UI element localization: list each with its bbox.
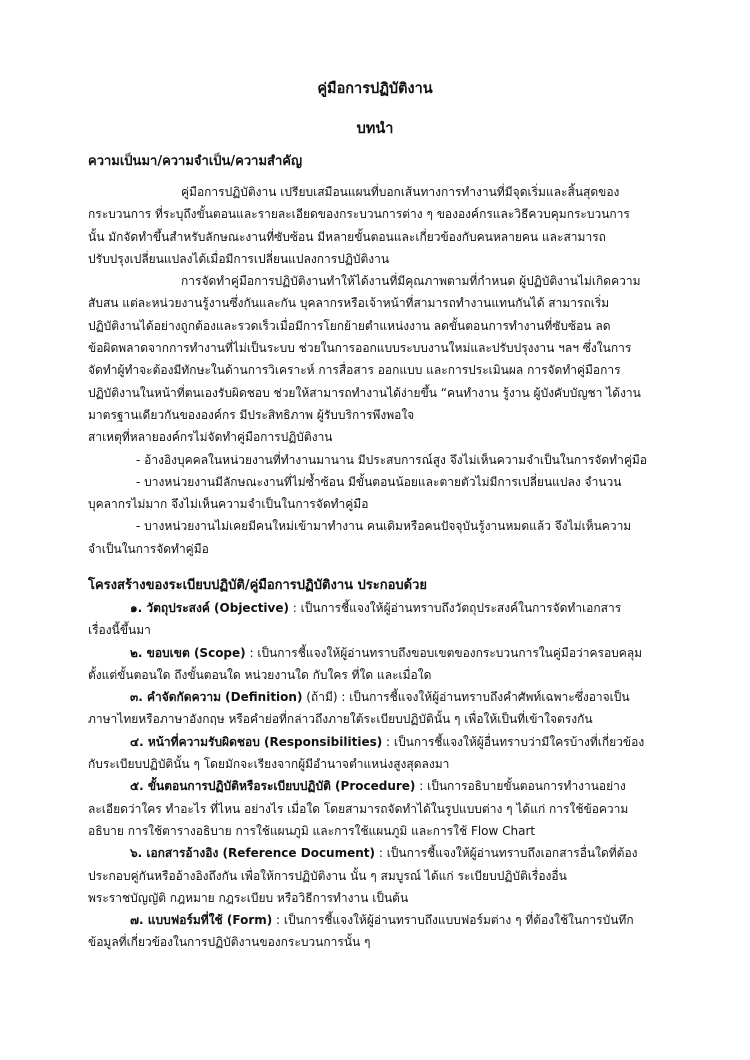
section-heading-structure: โครงสร้างของระเบียบปฏิบัติ/คู่มือการปฏิบัติงาน ประกอบด้วย — [88, 578, 428, 593]
structure-item-reference — [88, 842, 668, 864]
item-text: : เป็นการชี้แจงให้ผู้อ่านทราบถึงวัตถุประสงค์ในการจัดทำเอกสาร — [288, 601, 622, 615]
text-line: ข้อมูลที่เกี่ยวข้องในการปฏิบัติงานของกระบวนการนั้น ๆ — [88, 935, 371, 950]
text-line: ปฏิบัติงานได้อย่างถูกต้องและรวดเร็วเมื่อมีการโยกย้ายตำแหน่งงาน ลดขั้นตอนการทำงานที่ซับซ้อน ลด — [88, 318, 611, 333]
structure-item-objective — [88, 597, 668, 619]
item-label: ๓. คำจัดกัดความ (Definition) — [130, 690, 303, 705]
text-line: ปฏิบัติงานในหน้าที่ตนเองรับผิดชอบ ช่วยให้สามารถทำงานได้ง่ายขึ้น “คนทำงาน รู้งาน ผู้บังคับบัญชา ได้งาน — [88, 385, 641, 400]
reason-item: - บางหน่วยงานมีลักษณะงานที่ไม่ซ้ำซ้อน มีขั้นตอนน้อยและตายตัวไม่มีการเปลี่ยนแปลง จำนวน — [136, 474, 622, 489]
text-line: สับสน แต่ละหน่วยงานรู้งานซึ่งกันและกัน บุคลากรหรือเจ้าหน้าที่สามารถทำงานแทนกันได้ สามารถเริ่ม — [88, 296, 610, 311]
text-line: เรื่องนี้ขึ้นมา — [88, 623, 151, 638]
text-line: จัดทำผู้ทำจะต้องมีทักษะในด้านการวิเคราะห์ การสื่อสาร ออกแบบ และการประเมินผล การจัดทำคู่มือการ — [88, 363, 621, 378]
section-body-background — [88, 181, 668, 560]
document-subtitle: บทนำ — [356, 121, 394, 137]
item-label: ๖. เอกสารอ้างอิง (Reference Document) — [130, 846, 376, 861]
item-text: : เป็นการชี้แจงให้ผู้อ่านทราบถึงเอกสารอื่นใดที่ต้อง — [375, 846, 638, 861]
reason-item-cont: จำเป็นในการจัดทำคู่มือ — [88, 541, 209, 556]
text-line: ตั้งแต่ขั้นตอนใด ถึงขั้นตอนใด หน่วยงานใด กับใคร ที่ใด และเมื่อใด — [88, 667, 432, 682]
item-label: ๒. ขอบเขต (Scope) — [130, 645, 246, 660]
text-line: พระราชบัญญัติ กฎหมาย กฎระเบียบ หรือวิธีการทำงาน เป็นต้น — [88, 890, 409, 905]
section-heading-background: ความเป็นมา/ความจำเป็น/ความสำคัญ — [88, 154, 303, 169]
item-label: ๔. หน้าที่ความรับผิดชอบ (Responsibilities) — [130, 734, 383, 749]
text-line: การจัดทำคู่มือการปฏิบัติงานทำให้ได้งานที่มีคุณภาพตามที่กำหนด ผู้ปฏิบัติงานไม่เกิดความ — [181, 274, 641, 289]
text-line: ประกอบคู่กันหรืออ้างอิงถึงกัน เพื่อให้การปฏิบัติงาน นั้น ๆ สมบูรณ์ ได้แก่ ระเบียบปฏิบัติเรื่องอื่น — [88, 868, 567, 883]
structure-item-responsibilities — [88, 731, 668, 753]
structure-item-scope — [88, 642, 668, 664]
text-line: นั้น มักจัดทำขึ้นสำหรับลักษณะงานที่ซับซ้อน มีหลายขั้นตอนและเกี่ยวข้องกับคนหลายคน และสามารถ — [88, 229, 606, 244]
item-text: : เป็นการชี้แจงให้ผู้อ่านทราบถึงแบบฟอร์มต่าง ๆ ที่ต้องใช้ในการบันทึก — [272, 913, 634, 928]
structure-item-definition — [88, 686, 668, 708]
text-line: ละเอียดว่าใคร ทำอะไร ที่ไหน อย่างไร เมื่อใด โดยสามารถจัดทำได้ในรูปแบบต่าง ๆ ได้แก่ การใช้ข้อความ — [88, 801, 629, 816]
text-line: มาตรฐานเดียวกันขององค์กร มีประสิทธิภาพ ผู้รับบริการพึงพอใจ — [88, 407, 415, 422]
text-line: ภาษาไทยหรือภาษาอังกฤษ หรือคำย่อที่กล่าวถึงภายใต้ระเบียบปฏิบัตินั้น ๆ เพื่อให้เป็นที่เข้าใจตรงกัน — [88, 712, 593, 727]
reason-item-cont: บุคลากรไม่มาก จึงไม่เห็นความจำเป็นในการจัดทำคู่มือ — [88, 497, 369, 512]
structure-item-procedure — [88, 775, 668, 797]
reasons-intro: สาเหตุที่หลายองค์กรไม่จัดทำคู่มือการปฏิบัติงาน — [88, 430, 333, 445]
text-line: ข้อผิดพลาดจากการทำงานที่ไม่เป็นระบบ ช่วยในการออกแบบระบบงานใหม่และปรับปรุงงาน ฯลฯ ซึ่งในการ — [88, 341, 632, 356]
reason-item: - บางหน่วยงานไม่เคยมีคนใหม่เข้ามาทำงาน คนเดิมหรือคนปัจจุบันรู้งานหมดแล้ว จึงไม่เห็นความ — [136, 519, 632, 534]
item-label: ๑. วัตถุประสงค์ (Objective) — [130, 601, 289, 615]
item-label: ๕. ขั้นตอนการปฏิบัติหรือระเบียบปฏิบัติ (Procedure) — [130, 779, 416, 794]
text-line: อธิบาย การใช้ตารางอธิบาย การใช้แผนภูมิ และการใช้แผนภูมิ และการใช้ Flow Chart — [88, 823, 536, 838]
text-line: คู่มือการปฏิบัติงาน เปรียบเสมือนแผนที่บอกเส้นทางการทำงานที่มีจุดเริ่มและสิ้นสุดของ — [181, 185, 620, 199]
reason-item: - อ้างอิงบุคคลในหน่วยงานที่ทำงานมานาน มีประสบการณ์สูง จึงไม่เห็นความจำเป็นในการจัดทำคู่มือ — [136, 452, 647, 467]
text-line: กระบวนการ ที่ระบุถึงขั้นตอนและรายละเอียดของกระบวนการต่าง ๆ ขององค์กรและวิธีควบคุมกระบวนการ — [88, 207, 630, 222]
structure-item-form — [88, 909, 668, 931]
item-label: ๗. แบบฟอร์มที่ใช้ (Form) — [130, 913, 273, 928]
item-text: (ถ้ามี) : เป็นการชี้แจงให้ผู้อ่านทราบถึงคำศัพท์เฉพาะซึ่งอาจเป็น — [302, 690, 630, 705]
text-line: ปรับปรุงเปลี่ยนแปลงได้เมื่อมีการเปลี่ยนแปลงการปฏิบัติงาน — [88, 251, 390, 266]
item-text: : เป็นการอธิบายขั้นตอนการทำงานอย่าง — [415, 779, 626, 794]
document-title: คู่มือการปฏิบัติงาน — [317, 81, 433, 97]
item-text: : เป็นการชี้แจงให้ผู้อื่นทราบว่ามีใครบ้างที่เกี่ยวข้อง — [382, 734, 645, 749]
item-text: : เป็นการชี้แจงให้ผู้อ่านทราบถึงขอบเขตของกระบวนการในคู่มือว่าครอบคลุม — [245, 645, 643, 660]
section-body-structure — [88, 597, 668, 954]
text-line: กับระเบียบปฏิบัตินั้น ๆ โดยมักจะเรียงจากผู้มีอำนาจตำแหน่งสูงสุดลงมา — [88, 757, 450, 772]
